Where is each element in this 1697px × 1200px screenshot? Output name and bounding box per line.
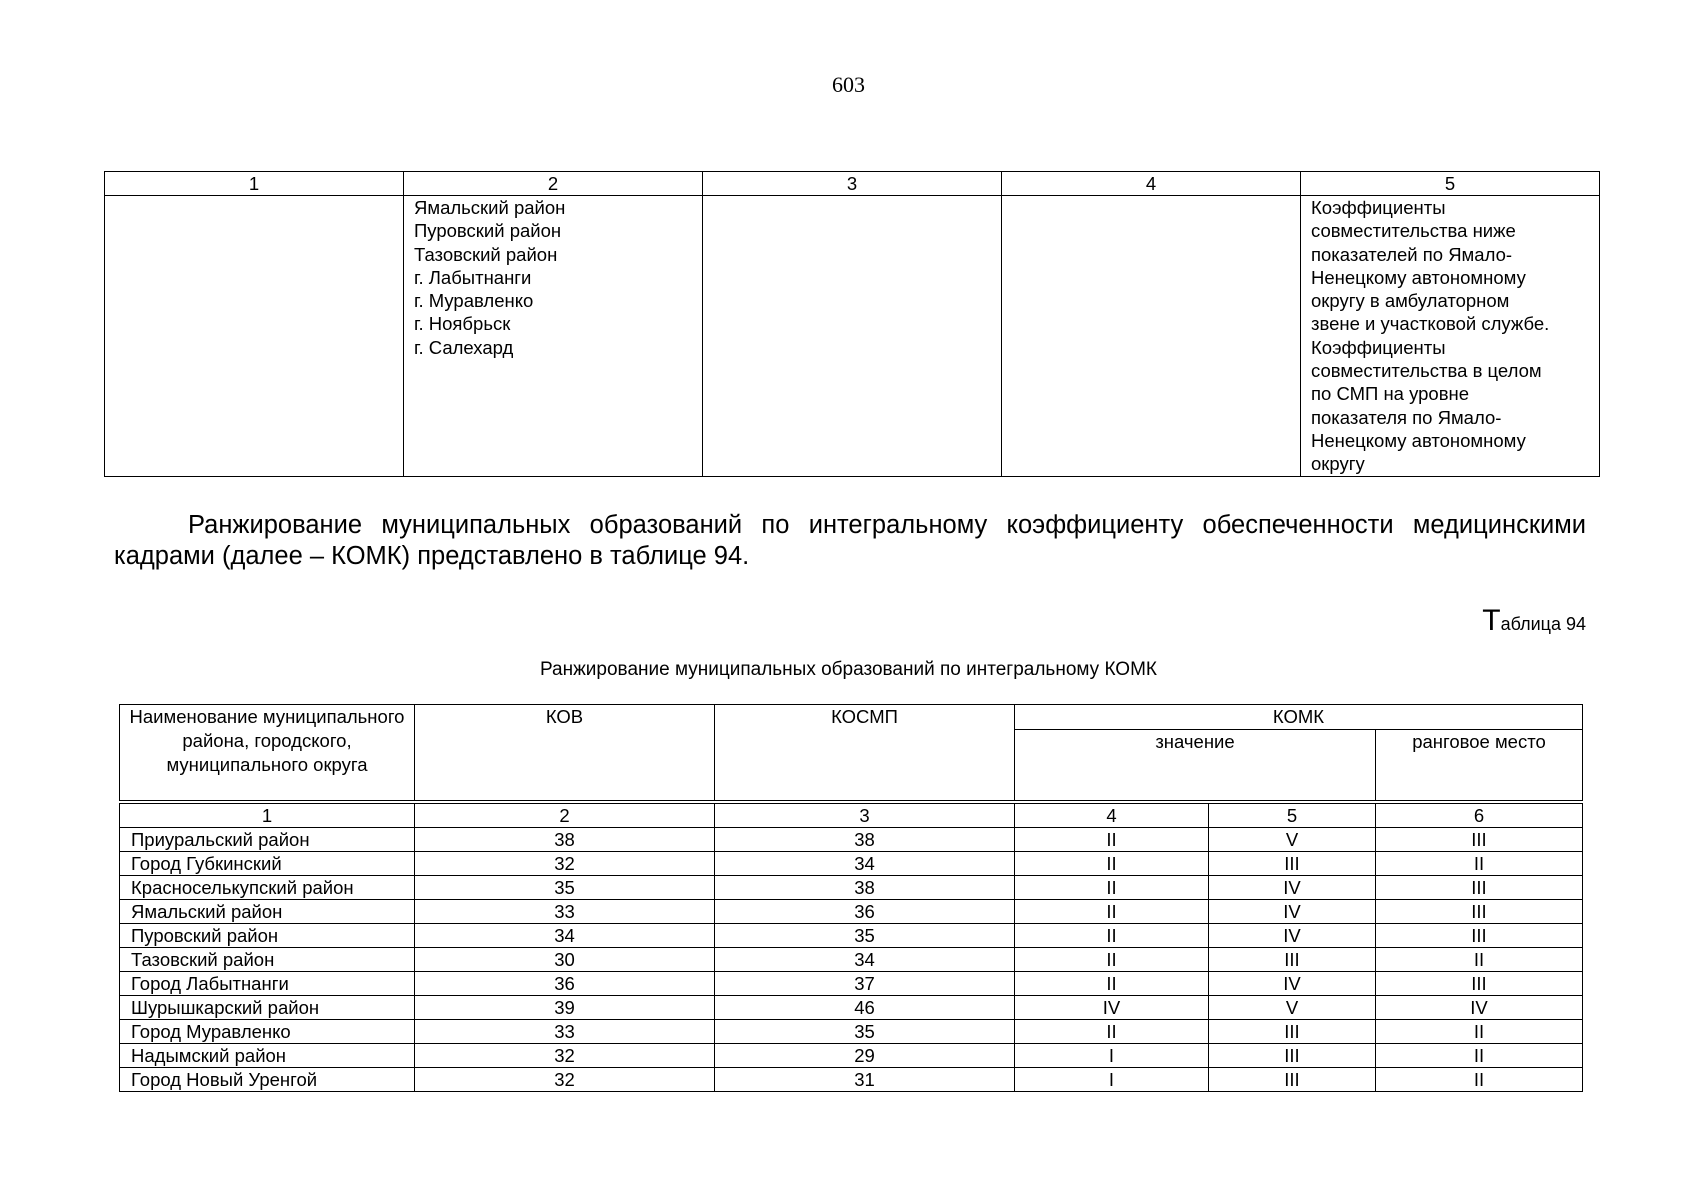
value-col4: II	[1015, 852, 1209, 876]
note-line: совместительства в целом	[1311, 360, 1542, 382]
municipality-name: Город Лабытнанги	[120, 972, 415, 996]
table-row	[120, 972, 1583, 996]
kov-value: 32	[415, 852, 715, 876]
kosmp-value: 35	[715, 1020, 1015, 1044]
kosmp-value: 36	[715, 900, 1015, 924]
kov-value: 32	[415, 1068, 715, 1092]
municipality-name: Красноселькупский район	[120, 876, 415, 900]
value-col4: II	[1015, 876, 1209, 900]
value-col5: IV	[1209, 876, 1376, 900]
kosmp-value: 29	[715, 1044, 1015, 1068]
note-line: звене и участковой службе.	[1311, 313, 1550, 335]
value-col5: IV	[1209, 924, 1376, 948]
territory-line: г. Лабытнанги	[414, 266, 532, 288]
table-row	[120, 996, 1583, 1020]
table-row	[120, 924, 1583, 948]
value-col4: IV	[1015, 996, 1209, 1020]
table-label-initial: Т	[1482, 604, 1501, 637]
table-label	[1482, 604, 1586, 638]
header-value: значение	[1015, 730, 1376, 801]
header-rank: ранговое место	[1376, 730, 1583, 801]
rank-value: III	[1376, 972, 1583, 996]
value-col5: III	[1209, 852, 1376, 876]
table-row	[120, 900, 1583, 924]
note-line: Ненецкому автономному	[1311, 429, 1526, 451]
table-row	[120, 852, 1583, 876]
header-name: Наименование муниципального района, городского, муниципального округа	[120, 705, 415, 801]
header-cell: 5	[1301, 172, 1600, 196]
territory-line: Ямальский район	[414, 197, 566, 218]
value-col4: II	[1015, 900, 1209, 924]
value-col4: I	[1015, 1044, 1209, 1068]
column-number: 3	[715, 804, 1015, 828]
header-cell: 2	[404, 172, 703, 196]
kov-value: 35	[415, 876, 715, 900]
rank-value: IV	[1376, 996, 1583, 1020]
municipality-name: Город Новый Уренгой	[120, 1068, 415, 1092]
kov-value: 34	[415, 924, 715, 948]
value-col5: IV	[1209, 900, 1376, 924]
table-row	[120, 876, 1583, 900]
kov-value: 30	[415, 948, 715, 972]
kosmp-value: 38	[715, 876, 1015, 900]
territory-line: г. Ноябрьск	[414, 313, 511, 335]
municipality-name: Пуровский район	[120, 924, 415, 948]
table-row	[120, 1020, 1583, 1044]
page-number: 603	[832, 72, 865, 97]
value-col4: II	[1015, 924, 1209, 948]
territory-line: г. Муравленко	[414, 290, 534, 312]
kov-value: 33	[415, 1020, 715, 1044]
table-label-rest: аблица 94	[1500, 614, 1586, 634]
value-col4: I	[1015, 1068, 1209, 1092]
territories-cell	[404, 196, 703, 477]
value-col4: II	[1015, 828, 1209, 852]
note-line: показателя по Ямало-	[1311, 406, 1502, 428]
rank-value: II	[1376, 1068, 1583, 1092]
kosmp-value: 34	[715, 948, 1015, 972]
table-row	[120, 1044, 1583, 1068]
rank-value: III	[1376, 924, 1583, 948]
header-kosmp: КОСМП	[715, 705, 1015, 801]
note-line: округу в амбулаторном	[1311, 290, 1510, 312]
value-col5: III	[1209, 1044, 1376, 1068]
table-rows	[120, 828, 1583, 1092]
header-komk: КОМК	[1015, 705, 1583, 730]
note-line: Коэффициенты	[1311, 197, 1446, 218]
value-col4: II	[1015, 972, 1209, 996]
value-col4: II	[1015, 1020, 1209, 1044]
rank-value: II	[1376, 948, 1583, 972]
table-row	[120, 948, 1583, 972]
continued-table	[104, 171, 1600, 477]
kosmp-value: 38	[715, 828, 1015, 852]
rank-value: III	[1376, 876, 1583, 900]
note-line: совместительства ниже	[1311, 220, 1516, 242]
kosmp-value: 35	[715, 924, 1015, 948]
komk-table-body	[119, 803, 1583, 1092]
body-paragraph	[114, 510, 1586, 572]
municipality-name: Тазовский район	[120, 948, 415, 972]
rank-value: II	[1376, 1020, 1583, 1044]
kosmp-value: 46	[715, 996, 1015, 1020]
value-col5: III	[1209, 1068, 1376, 1092]
table-row	[120, 1068, 1583, 1092]
value-col5: IV	[1209, 972, 1376, 996]
column-number: 5	[1209, 804, 1376, 828]
continued-table-row	[105, 196, 1600, 477]
column-number-row	[120, 804, 1583, 828]
komk-table-header	[119, 704, 1583, 801]
value-col5: III	[1209, 948, 1376, 972]
municipality-name: Город Муравленко	[120, 1020, 415, 1044]
value-col5: III	[1209, 1020, 1376, 1044]
rank-value: III	[1376, 828, 1583, 852]
territory-line: Тазовский район	[414, 243, 558, 265]
column-number: 4	[1015, 804, 1209, 828]
kov-value: 39	[415, 996, 715, 1020]
column-number: 2	[415, 804, 715, 828]
value-col5: V	[1209, 996, 1376, 1020]
header-kov: КОВ	[415, 705, 715, 801]
kov-value: 36	[415, 972, 715, 996]
kosmp-value: 34	[715, 852, 1015, 876]
kov-value: 32	[415, 1044, 715, 1068]
table-title: Ранжирование муниципальных образований по интегральному КОМК	[540, 659, 1157, 680]
municipality-name: Город Губкинский	[120, 852, 415, 876]
kosmp-value: 31	[715, 1068, 1015, 1092]
paragraph-text: Ранжирование муниципальных образований по интегральному коэффициенту обеспеченности медицинскими кадрами (далее – КОМК) представлено в таблице 94.	[114, 511, 1586, 570]
value-col5: V	[1209, 828, 1376, 852]
cell-empty	[105, 196, 404, 477]
cell-empty	[1002, 196, 1301, 477]
rank-value: III	[1376, 900, 1583, 924]
rank-value: II	[1376, 852, 1583, 876]
note-line: Коэффициенты	[1311, 336, 1446, 358]
kov-value: 33	[415, 900, 715, 924]
note-line: Ненецкому автономному	[1311, 266, 1526, 288]
table-row	[120, 828, 1583, 852]
note-line: показателей по Ямало-	[1311, 243, 1513, 265]
value-col4: II	[1015, 948, 1209, 972]
rank-value: II	[1376, 1044, 1583, 1068]
note-line: округу	[1311, 453, 1365, 475]
column-number: 6	[1376, 804, 1583, 828]
note-line: по СМП на уровне	[1311, 383, 1470, 405]
kosmp-value: 37	[715, 972, 1015, 996]
header-cell: 4	[1002, 172, 1301, 196]
note-cell	[1301, 196, 1600, 477]
territory-line: г. Салехард	[414, 336, 514, 358]
territory-line: Пуровский район	[414, 220, 562, 242]
header-cell: 3	[703, 172, 1002, 196]
continued-table-header-row	[105, 172, 1600, 196]
cell-empty	[703, 196, 1002, 477]
municipality-name: Приуральский район	[120, 828, 415, 852]
municipality-name: Шурышкарский район	[120, 996, 415, 1020]
municipality-name: Ямальский район	[120, 900, 415, 924]
municipality-name: Надымский район	[120, 1044, 415, 1068]
header-cell: 1	[105, 172, 404, 196]
kov-value: 38	[415, 828, 715, 852]
column-number: 1	[120, 804, 415, 828]
